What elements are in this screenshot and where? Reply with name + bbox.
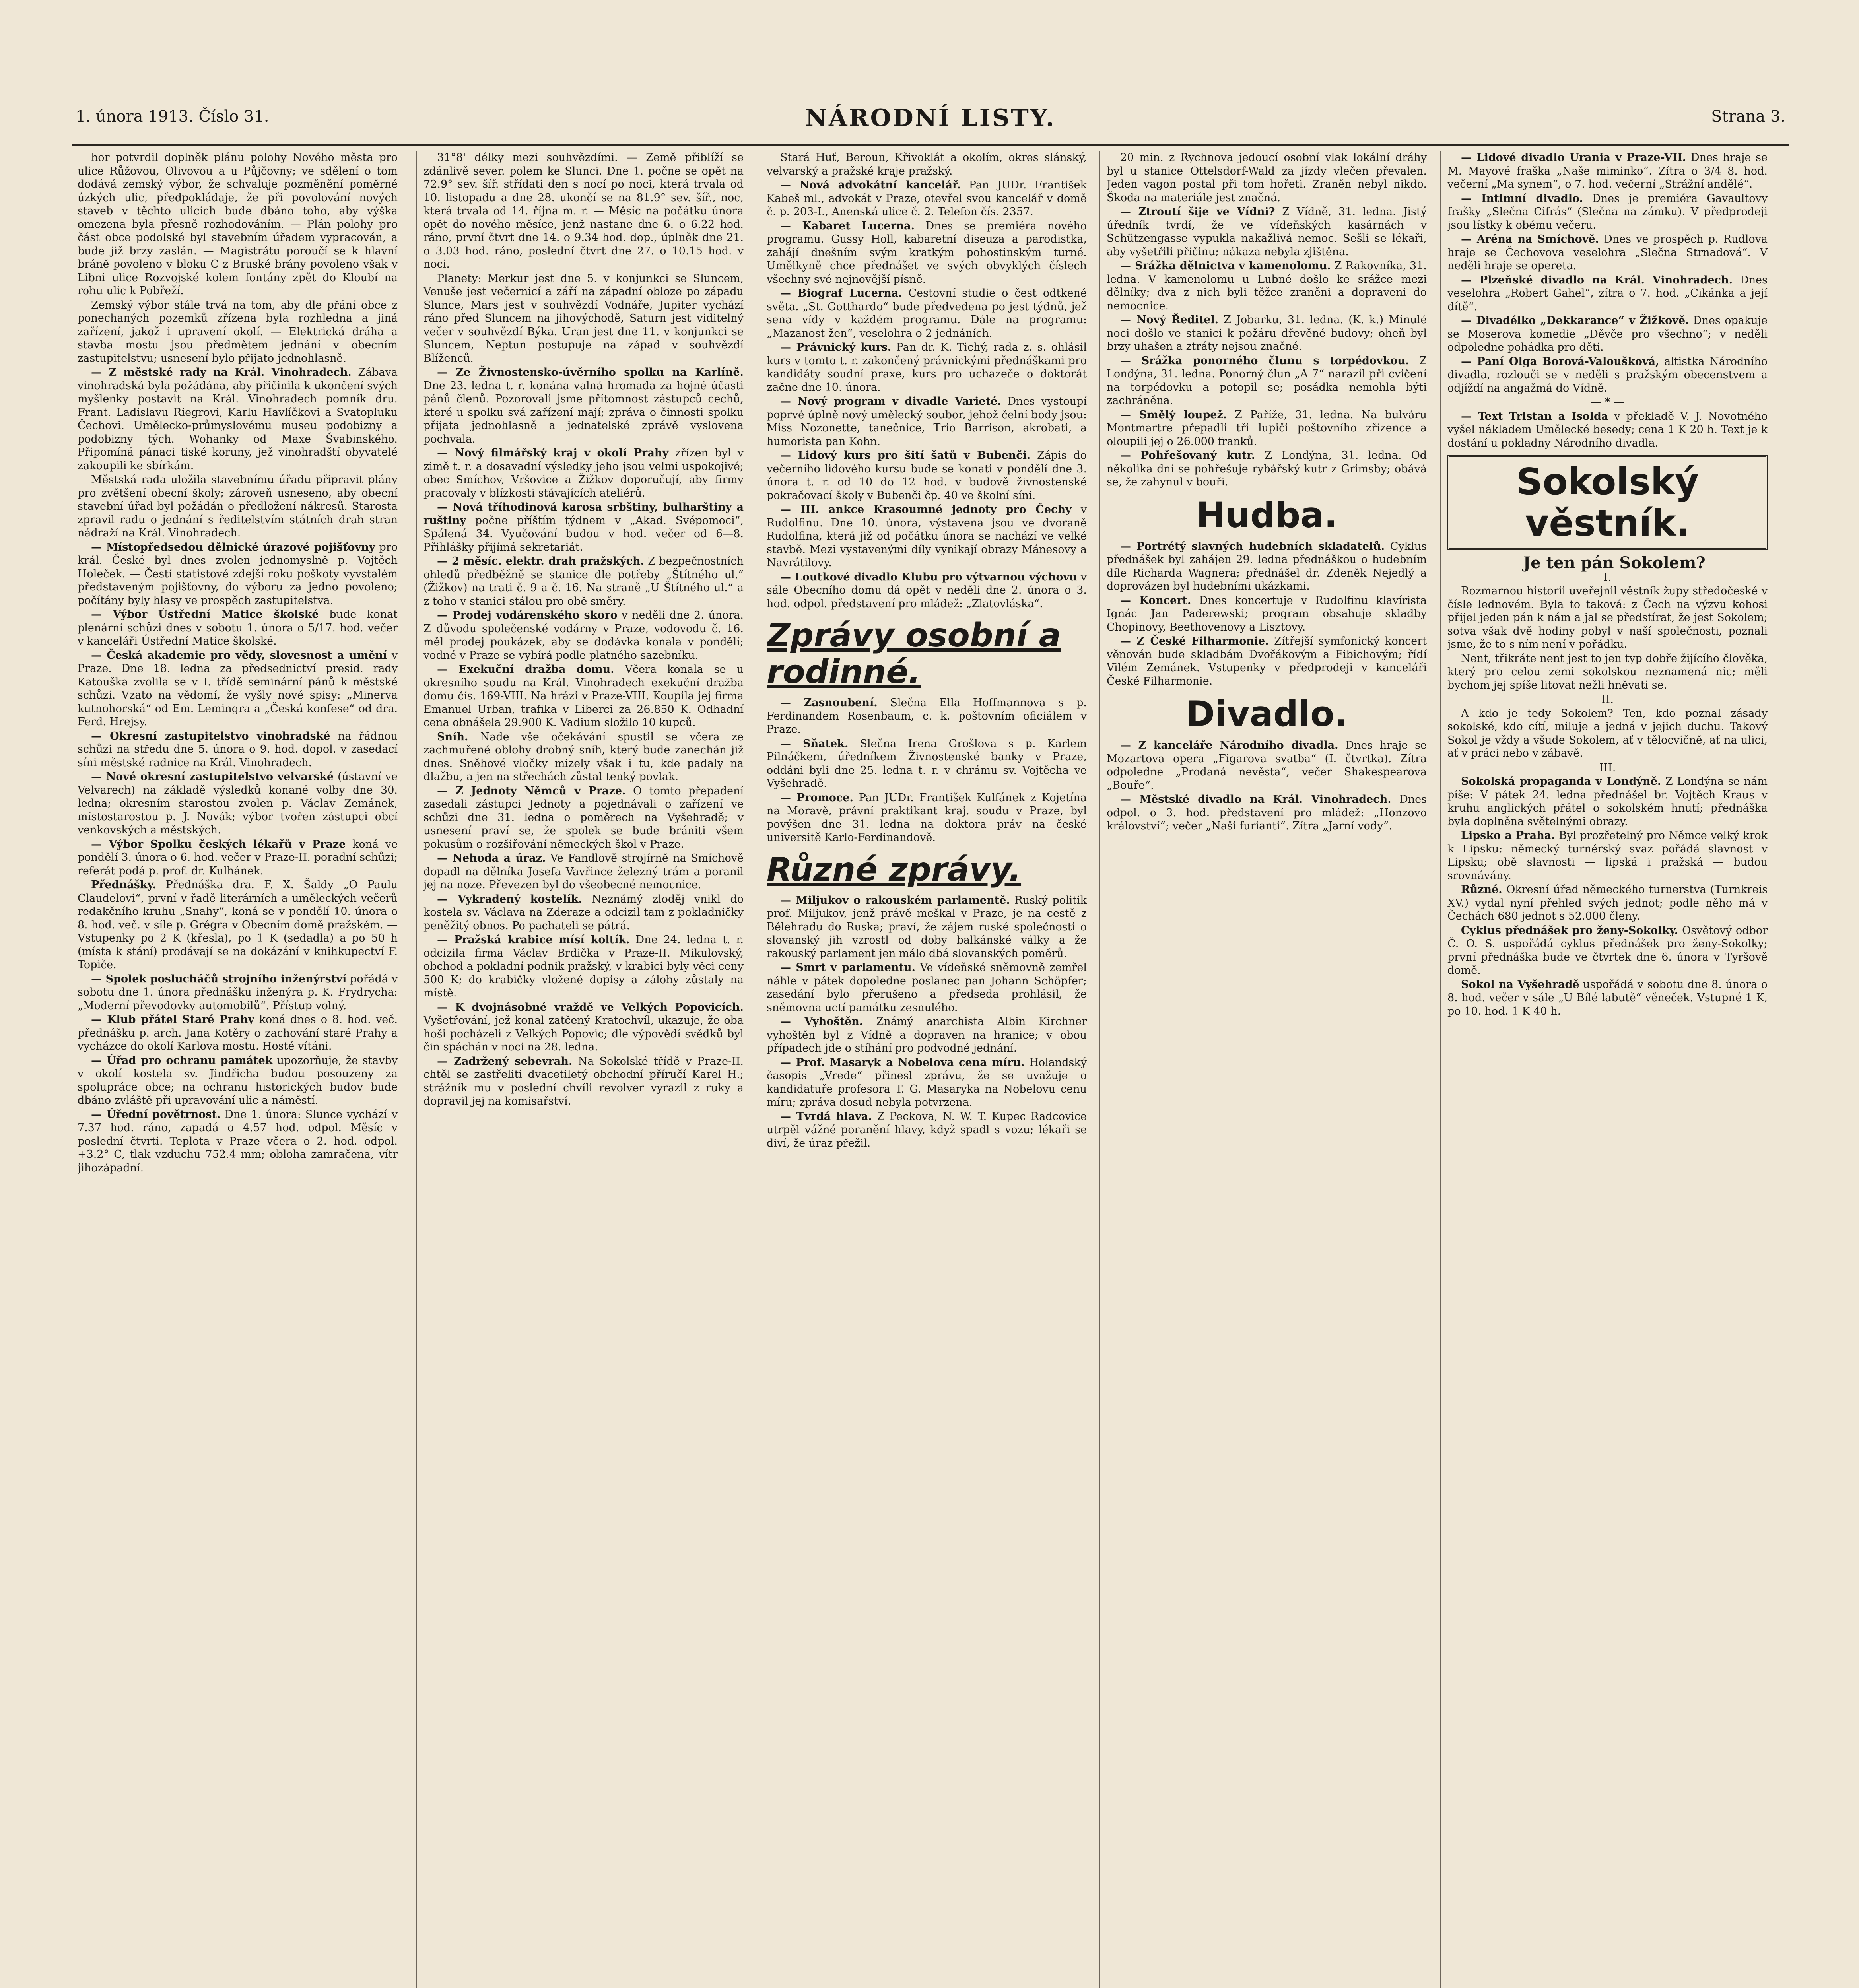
- article-text: Dnes hraje se M. Mayové fraška „Naše miminko“. Zítra o 3/4 8. hod. večerní „Ma synem“, o 7. hod. večerní „Strážní andělé“.: [1447, 151, 1768, 190]
- article-paragraph: [767, 737, 1087, 790]
- article-text: Zábava vinohradská byla požádána, aby přičinila k ukončení svých myšlenky postavit na Král. Vinohradech pomník dru. Frant. Ladislavu Riegrovi, Karlu Havlíčkovi a Svatopluku Čechovi. Umělecko-průmyslovému museu podobizny a podobizny tých. Wohanky od Maxe Švabinského. Připomíná pánaci tiské koruny, jež vinohradští obyvatelé zakoupili ke sbírkám.: [78, 366, 398, 472]
- article-heading: Sníh.: [437, 730, 468, 743]
- article-heading: — Nový program v divadle Varieté.: [780, 395, 1001, 408]
- article-heading: — Okresní zastupitelstvo vinohradské: [91, 730, 330, 742]
- column-3: [767, 151, 1087, 1988]
- article-paragraph: [767, 1110, 1087, 1150]
- article-paragraph: [767, 696, 1087, 736]
- article-text: Známý anarchista Albin Kirchner vyhoštěn byl z Vídně a dopraven na hranice; v obou případech jde o stíhání pro podvodné jednání.: [767, 1015, 1087, 1054]
- article-text: koná ve pondělí 3. února o 6. hod. večer v Praze-II. poradní schůzi; referát podá p. prof. dr. Kulhánek.: [78, 838, 398, 877]
- article-text: Neznámý zloděj vnikl do kostela sv. Václava na Zderaze a odcizil tam z pokladničky peněžitý obnos. Po pachateli se pátrá.: [423, 893, 744, 932]
- section-heading-personal: Zprávy osobní a rodinné.: [767, 617, 1061, 691]
- article-heading: — Biograf Lucerna.: [780, 287, 902, 299]
- article-heading: — Srážka dělnictva v kamenolomu.: [1120, 260, 1331, 272]
- article-paragraph: [767, 449, 1087, 502]
- column-1: [78, 151, 398, 1988]
- article-heading: — Lidové divadlo Urania v Praze-VII.: [1461, 151, 1686, 164]
- section-heading-theatre: Divadlo.: [1186, 693, 1348, 734]
- article-heading: Různé.: [1461, 883, 1502, 896]
- article-text: Vyšetřování, jež konal zatčený Kratochvíl, ukazuje, že oba hoši pocházeli z Velkých Popovic; dle výpovědí svědků byl čin spáchán v noci na 28. ledna.: [423, 1014, 744, 1053]
- article-paragraph: [78, 541, 398, 608]
- section-heading-music: Hudba.: [1196, 494, 1338, 536]
- article-text: Z Vídně, 31. ledna. Jistý úředník tvrdí, že ve vídeňských kasárnách v Schützengasse vypukla nakažlivá nemoc. Sešli se lékaři, aby vyšetřili příčinu; nákaza nebyla zjištěna.: [1107, 206, 1427, 258]
- article-text: Nent, třikráte nent jest to jen typ dobře žijícího člověka, který pro celou zemi sokolskou neznamená nic; měli bychom jej spíše litovat nežli hněvati se.: [1447, 652, 1768, 691]
- article-paragraph: [423, 1055, 744, 1108]
- article-heading: — Miljukov o rakouském parlamentě.: [780, 894, 1010, 907]
- article-paragraph: [423, 893, 744, 933]
- article-paragraph: [423, 663, 744, 730]
- article-heading: — Pražská krabice mísí koltík.: [437, 934, 630, 946]
- article-paragraph: [423, 272, 744, 365]
- article-text: Stará Huť, Beroun, Křivoklát a okolím, okres slánský, velvarský a pražské kraje pražský.: [767, 151, 1087, 177]
- section-number: II.: [1601, 693, 1614, 706]
- article-paragraph: [767, 961, 1087, 1014]
- article-text: Pan JUDr. František Kulfánek z Kojetína na Moravě, právní praktikant kraj. soudu v Praze, byl povýšen dne 31. ledna na doktora práv na české universitě Karlo-Ferdinandově.: [767, 791, 1087, 844]
- column-divider: [1099, 151, 1100, 1988]
- article-paragraph: [767, 894, 1087, 961]
- article-text: Okresní úřad německého turnerstva (Turnkreis XV.) vydal nyní přehled svých jednot; podle něho má v Čechách 680 jednot s 52.000 členy.: [1447, 883, 1768, 922]
- article-heading: — Z Jednoty Němců v Praze.: [437, 784, 626, 797]
- article-heading: — Nová advokátní kancelář.: [780, 179, 961, 191]
- article-text: na řádnou schůzi na středu dne 5. února o 9. hod. dopol. v zasedací síni městské radnice na Král. Vinohradech.: [78, 730, 398, 769]
- article-paragraph: [78, 299, 398, 365]
- article-text: Osvětový odbor Č. O. S. uspořádá cyklus přednášek pro ženy-Sokolky; první přednáška bude ve čtvrtek dne 6. února v Tyršově domě.: [1447, 924, 1768, 977]
- article-heading: — Divadélko „Dekkarance“ v Žižkově.: [1461, 315, 1689, 327]
- article-paragraph: [1447, 829, 1768, 882]
- article-heading: — Text Tristan a Isolda: [1461, 410, 1608, 423]
- article-heading: — Tvrdá hlava.: [780, 1110, 872, 1123]
- article-heading: — Srážka ponorného člunu s torpédovkou.: [1120, 354, 1409, 367]
- article-text: Rozmarnou historii uveřejnil věstník župy středočeské v čísle lednovém. Byla to taková: z Čech na výzvu kohosi přijel jeden pán k nám a jal se předstírat, že jest Sokolem; sotva však dvě hodiny pobyl v naší společnosti, poznali jsme, že to s ním není v pořádku.: [1447, 585, 1768, 650]
- article-heading: — Prof. Masaryk a Nobelova cena míru.: [780, 1056, 1025, 1069]
- article-heading: — Smrt v parlamentu.: [780, 961, 915, 974]
- article-paragraph: [1447, 314, 1768, 354]
- article-paragraph: [423, 555, 744, 608]
- article-paragraph: [767, 219, 1087, 286]
- article-heading: — Ze Živnostensko-úvěrního spolku na Karlíně.: [437, 366, 744, 379]
- article-text: v sále Obecního domu dá opět v neděli dne 2. února o 3. hod. odpol. představení pro mládež: „Zlatovláska“.: [767, 571, 1087, 610]
- article-text: bude konat plenární schůzi dnes v sobotu 1. února o 5/17. hod. večer v kanceláři Ústřední Matice školské.: [78, 608, 398, 647]
- column-4: [1107, 151, 1427, 1988]
- article-paragraph: [78, 770, 398, 837]
- article-heading: — Paní Olga Borová-Valoušková,: [1461, 355, 1659, 368]
- article-text: Dnes je premiéra Gavaultovy frašky „Slečna Cifrás“ (Slečna na zámku). V předprodeji jsou lístky k obému večeru.: [1447, 192, 1768, 231]
- article-paragraph: [1107, 205, 1427, 258]
- sokol-article-title: Je ten pán Sokolem?: [1523, 553, 1706, 572]
- article-heading: — Plzeňské divadlo na Král. Vinohradech.: [1461, 274, 1733, 286]
- article-text: Pan JUDr. František Kabeš ml., advokát v Praze, otevřel svou kancelář v domě č. p. 203-I., Anenská ulice č. 2. Telefon čís. 2357.: [767, 179, 1087, 218]
- article-text: Cyklus přednášek byl zahájen 29. ledna přednáškou o hudebním díle Richarda Wagnera; přednášel dr. Zdeněk Nejedlý a doprovázen byl hudebními ukázkami.: [1107, 540, 1427, 592]
- article-paragraph: [767, 503, 1087, 570]
- article-text: Dnes vystoupí poprvé úplně nový umělecký soubor, jehož čelní body jsou: Miss Nozonette, tanečnice, Trio Barrison, akrobati, a humorista pan Kohn.: [767, 395, 1087, 448]
- article-heading: — Ztroutí šije ve Vídni?: [1120, 206, 1275, 218]
- article-paragraph: [423, 1001, 744, 1054]
- article-paragraph: [78, 473, 398, 540]
- section-number: I.: [1603, 570, 1612, 584]
- article-text: altistka Národního divadla, rozlouči se v neděli s pražským obecenstvem a odjíždí na angažmá do Vídně.: [1447, 355, 1768, 394]
- article-heading: — III. ankce Krasoumné jednoty pro Čechy: [780, 503, 1072, 516]
- article-paragraph: [78, 838, 398, 878]
- article-text: Dne 24. ledna t. r. odcizila firma Václav Brdička v Praze-II. Mikulovský, obchod a pokladní podnik pražský, v krabici byly věci ceny 500 K; do krabičky vložené dopisy a zálohy zůstaly na místě.: [423, 934, 744, 999]
- article-heading: — Úřední povětrnost.: [91, 1108, 221, 1121]
- article-heading: — Z České Filharmonie.: [1120, 635, 1269, 647]
- article-heading: — Sňatek.: [780, 737, 849, 750]
- article-paragraph: [1447, 707, 1768, 760]
- article-heading: — Zadržený sebevrah.: [437, 1055, 573, 1068]
- article-paragraph: [78, 1108, 398, 1175]
- article-text: Na Sokolské třídě v Praze-II. chtěl se zastřeliti dvacetiletý obchodní příručí Karel H.; strážník mu v poslední chvíli revolver vyrazil z ruky a dopravil jej na komisařství.: [423, 1055, 744, 1107]
- article-heading: — Nové okresní zastupitelstvo velvarské: [91, 771, 334, 783]
- article-heading: — 2 měsíc. elektr. drah pražských.: [437, 555, 645, 567]
- article-text: Dnes koncertuje v Rudolfinu klavírista Ignác Jan Paderewski; program obsahuje skladby Chopinovy, Beethovenovy a Lisztovy.: [1107, 594, 1427, 633]
- article-text: Dnes se premiéra nového programu. Gussy Holl, kabaretní diseuza a parodistka, zahájí dnešním svým kratkým pohostinským turné. Umělkyně chce přednášet ve svých obvyklých číslech všechny své nejnovější písně.: [767, 219, 1087, 285]
- section-number: III.: [1599, 761, 1616, 774]
- article-paragraph: [423, 501, 744, 554]
- article-heading: — Nový filmářský kraj v okolí Prahy: [437, 447, 669, 459]
- article-heading: — Prodej vodárenského skoro: [437, 609, 618, 621]
- article-paragraph: [78, 1054, 398, 1107]
- article-text: Zemský výbor stále trvá na tom, aby dle přání obce z ponechaných pozemků zřízena byla rozhledna a jiná zařízení, jakož i upravení okolí. — Elektrická dráha a stavba mostu jsou předmětem jednání v obecním zastupitelstvu; usnesení bylo přijato jednohlasně.: [78, 299, 398, 365]
- article-paragraph: [1107, 313, 1427, 353]
- article-text: Slečna Irena Grošlova s p. Karlem Pilnáčkem, úředníkem Živnostenské banky v Praze, oddáni byli dne 25. ledna t. r. v chrámu sv. Vojtěcha ve Vyšehradě.: [767, 737, 1087, 790]
- article-paragraph: [78, 973, 398, 1013]
- article-paragraph: [1447, 978, 1768, 1018]
- article-heading: — Nový Ředitel.: [1120, 314, 1219, 326]
- article-text: Přednáška dra. F. X. Šaldy „O Paulu Claudelovi“, první v řadě literárních a uměleckých večerů redakčního kruhu „Snahy“, koná se v pondělí 10. února o 8. hod. več. v síle p. Grégra v Obecním domě pražském. — Vstupenky po 2 K (křesla), po 1 K (sedadla) a po 50 h (místa k stání) prodávají se na dokázání v knihkupectví F. Topiče.: [78, 879, 398, 971]
- article-paragraph: [423, 933, 744, 1000]
- article-text: Nade vše očekávání spustil se včera ze zachmuřené oblohy drobný sníh, který bude zanechán již dnes. Sněhové vločky mizely však i tu, kde padaly na dlažbu, a jen na střechách zůstal tenký povlak.: [423, 730, 744, 783]
- article-paragraph: [1447, 652, 1768, 692]
- article-heading: Lipsko a Praha.: [1461, 829, 1555, 842]
- article-heading: — Portrétý slavných hudebních skladatelů.: [1120, 540, 1385, 553]
- article-paragraph: [423, 852, 744, 892]
- article-paragraph: [1447, 233, 1768, 273]
- article-text: Z Paříže, 31. ledna. Na bulváru Montmartre přepadli tři lupiči poštovního zřízence a oloupili jej o 26.000 franků.: [1107, 408, 1427, 448]
- article-heading: — Nehoda a úraz.: [437, 852, 546, 864]
- article-heading: — Pohřešovaný kutr.: [1120, 449, 1255, 462]
- article-heading: — Promoce.: [780, 791, 853, 804]
- article-paragraph: [1107, 635, 1427, 688]
- page-header: [76, 104, 1785, 132]
- article-heading: — Místopředsedou dělnické úrazové pojišťovny: [91, 541, 375, 553]
- article-paragraph: [767, 395, 1087, 448]
- article-paragraph: [78, 649, 398, 729]
- article-paragraph: [1107, 151, 1427, 204]
- article-heading: — Výbor Spolku českých lékařů v Praze: [91, 838, 346, 850]
- article-text: Pan dr. K. Tichý, rada z. s. ohlásil kurs v tomto t. r. zakončený právnickými přednáškami pro kandidáty soudní praxe, kurs pro uchazeče o doktorát začne dne 10. února.: [767, 341, 1087, 394]
- article-text: Holandský časopis „Vrede“ přinesl zprávu, že se uvažuje o kandidatuře profesora T. G. Masaryka na Nobelovu cenu míru; zpráva dosud nebyla potvrzena.: [767, 1056, 1087, 1109]
- article-heading: — Aréna na Smíchově.: [1461, 233, 1599, 245]
- article-heading: — Koncert.: [1120, 594, 1191, 607]
- article-paragraph: [423, 730, 744, 784]
- article-text: Včera konala se u okresního soudu na Král. Vinohradech exekuční dražba domu čís. 169-VIII. Na hrázi v Praze-VIII. Koupila jej firma Emanuel Urban, trafika v Liberci za 26.850 K. Odhadní cena obnášela 29.900 K. Vadium složilo 10 kupců.: [423, 663, 744, 729]
- article-text: Dnes opakuje se Moserova komedie „Děvče pro všechno“; v neděli odpoledne pohádka pro děti.: [1447, 315, 1768, 353]
- article-text: Ve vídeňské sněmovně zemřel náhle v pátek dopoledne poslanec pan Johann Schöpfer; zasedání bylo přerušeno a předseda prohlásil, že sněmovna uctí památku zesnulého.: [767, 961, 1087, 1014]
- article-paragraph: [423, 366, 744, 446]
- article-paragraph: [767, 571, 1087, 611]
- article-paragraph: [1447, 883, 1768, 923]
- article-paragraph: [1447, 192, 1768, 232]
- article-text: Z Jobarku, 31. ledna. (K. k.) Minulé noci došlo ve stanici k požáru dřevěné budovy; oheň byl brzy uhašen a ztráty nejsou značné.: [1107, 314, 1427, 353]
- article-heading: — Exekuční dražba domu.: [437, 663, 614, 676]
- column-5: [1447, 151, 1768, 1988]
- article-heading: — Vykradený kostelík.: [437, 893, 582, 905]
- article-paragraph: [767, 179, 1087, 219]
- article-text: Dnes hraje se Mozartova opera „Figarova svatba“ (I. čtvrtka). Zítra odpoledne „Prodaná nevěsta“, večer Shakespearova „Bouře“.: [1107, 739, 1427, 792]
- article-paragraph: [1447, 274, 1768, 314]
- article-text: Slečna Ella Hoffmannova s p. Ferdinandem Rosenbaum, c. k. poštovním oficiálem v Praze.: [767, 697, 1087, 736]
- article-heading: — Kabaret Lucerna.: [780, 219, 915, 232]
- article-paragraph: [423, 447, 744, 500]
- issue-date: 1. února 1913. Číslo 31.: [76, 107, 269, 126]
- article-heading: — Právnický kurs.: [780, 341, 892, 353]
- article-heading: — Výbor Ústřední Matice školské: [91, 608, 319, 621]
- article-paragraph: [1447, 775, 1768, 828]
- article-text: Z Londýna, 31. ledna. Od několika dní se pohřešuje rybářský kutr z Grimsby; obává se, že zahynul v bouři.: [1107, 449, 1427, 488]
- article-text: 20 min. z Rychnova jedoucí osobní vlak lokální dráhy byl u stanice Ottelsdorf-Wald za jízdy vlečen převalen. Jeden vagon postal při tom hořeti. Zraněn nebyl nikdo. Škoda na materiále jest značná.: [1107, 151, 1427, 204]
- article-text: Z bezpečnostních ohledů předběžně se stanice dle potřeby „Štítného ul.“ (Žižkov) na trati č. 9 a č. 16. Na straně „U Štítného ul.“ a z toho v stanici stálou pro obě směry.: [423, 555, 744, 608]
- article-paragraph: [767, 151, 1087, 178]
- article-heading: — Městské divadlo na Král. Vinohradech.: [1120, 793, 1391, 806]
- article-heading: Sokolská propaganda v Londýně.: [1461, 775, 1661, 788]
- section-heading-misc: Různé zprávy.: [767, 850, 1022, 889]
- article-text: A kdo je tedy Sokolem? Ten, kdo poznal zásady sokolské, kdo cítí, miluje a jedná v jejich duchu. Takový Sokol je vždy a všude Sokolem, ať v tělocvičně, ať na ulici, ať v práci nebo v zábavě.: [1447, 707, 1768, 759]
- article-text: zřízen byl v zimě t. r. a dosavadní výsledky jeho jsou velmi uspokojivé; obec Smíchov, Vršovice a Žižkov doporučují, aby firmy pracovaly v blízkosti stávajících ateliérů.: [423, 447, 744, 499]
- article-paragraph: [1447, 410, 1768, 450]
- article-text: Dne 23. ledna t. r. konána valná hromada za hojné účasti pánů členů. Pozorovali jsme přítomnost zástupců cechů, které u spolku svá zařízení mají; zpráva o činnosti spolku přijata jednohlasně a jednatelské zprávě vyslovena pochvala.: [423, 379, 744, 445]
- article-heading: — Z městské rady na Král. Vinohradech.: [91, 366, 352, 379]
- article-heading: — Úřad pro ochranu památek: [91, 1054, 273, 1067]
- article-paragraph: [78, 151, 398, 298]
- sokol-bulletin-heading: Sokolský věstník.: [1447, 455, 1768, 550]
- article-text: Dnes odpol. o 3. hod. představení pro mládež: „Honzovo království“; večer „Naši furianti“. Zítra „Jarní vody“.: [1107, 793, 1427, 832]
- article-text: v Praze. Dne 18. ledna za předsednictví presid. rady Katouška zvolila se v I. třídě seminární pánů k městské schůzi. Vzato na vědomí, že vyšly nové spisy: „Minerva kutnohorská“ od Em. Lemingra a „Česká konfese“ od dra. Ferd. Hrejsy.: [78, 649, 398, 728]
- article-text: v neděli dne 2. února. Z důvodu společenské vodárny v Praze, vodovodu č. 16. měl prodej poukázek, aby se dodávka konala v pondělí; vodné v Praze se vybírá podle platného sazebníku.: [423, 609, 744, 662]
- article-paragraph: [1107, 354, 1427, 408]
- article-heading: — Smělý loupež.: [1120, 408, 1227, 421]
- article-paragraph: [1447, 355, 1768, 395]
- article-text: Z Rakovníka, 31. ledna. V kamenolomu u Lubné došlo ke srážce mezi dělníky; dva z nich byli těžce zraněni a dopraveni do nemocnice.: [1107, 260, 1427, 312]
- column-divider: [1440, 151, 1441, 1988]
- column-2: [423, 151, 744, 1988]
- header-rule: [72, 144, 1789, 146]
- article-text: v Rudolfinu. Dne 10. února, výstavena jsou ve dvoraně Rudolfina, která již od počátku února se nachází ve velké stavbě. Mezi vystavenými díly vynikají obrazy Mánesovy a Navrátilovy.: [767, 503, 1087, 569]
- article-paragraph: [1447, 924, 1768, 977]
- article-heading: — Nová tříhodinová karosa srbštiny, bulharštiny a ruštiny: [423, 501, 744, 527]
- article-paragraph: [1447, 151, 1768, 191]
- column-divider: [416, 151, 417, 1988]
- article-text: pro král. České byl dnes zvolen jednomyslně p. Vojtěch Holeček. — Čestí statistové zdejší roku poškoty vyvstalém představeným pojišťovny, do výboru za jedno povoleno; počítány byly hlasy ve prospěch zastupitelstva.: [78, 541, 398, 607]
- article-text: (ústavní ve Velvarech) na základě výsledků konané volby dne 30. ledna; okresním starostou zvolen p. Václav Zemánek, místostarostou p. J. Novák; výbor tvořen zástupci obcí venkovských a městských.: [78, 771, 398, 836]
- article-paragraph: [1107, 594, 1427, 634]
- separator: — * —: [1591, 396, 1624, 408]
- article-heading: — Vyhoštěn.: [780, 1015, 863, 1028]
- article-heading: — Z kanceláře Národního divadla.: [1120, 739, 1338, 751]
- article-text: Dnes veselohra „Robert Gahel“, zítra o 7. hod. „Cikánka a její dítě“.: [1447, 274, 1768, 313]
- article-text: O tomto přepadení zasedali zástupci Jednoty a pojednávali o zařízení ve schůzi dne 31. ledna o poměrech na Vyšehradě; v usnesení praví se, že spolek se bude brániti všem pokusům o rozšiřování německých škol v Praze.: [423, 784, 744, 850]
- article-text: Byl prozřetelný pro Němce velký krok k Lipsku: německý turnérský svaz pořádá slavnost v Lipsku; obě slavnosti — lipská i pražská — budou srovnávány.: [1447, 829, 1768, 882]
- article-paragraph: [1107, 739, 1427, 792]
- article-text: 31°8' délky mezi souhvězdími. — Země přiblíží se zdánlivě sever. polem ke Slunci. Dne 1. počne se opět na 72.9° sev. šíř. střídati den s nocí po noci, která trvala od 10. listopadu a dne 28. ukončí se na 81.9° sev. šíř., noc, která trvala od 14. října m. r. — Měsíc na počátku února opět do nového měsíce, jenž nastane dne 6. o 6.22 hod. ráno, první čtvrt dne 14. o 9.34 hod. dop., úplněk dne 21. o 3.03 hod. ráno, poslední čtvrt dne 27. o 10.15 hod. v noci.: [423, 151, 744, 270]
- article-heading: — Spolek poslucháčů strojního inženýrství: [91, 973, 347, 985]
- article-paragraph: [78, 1013, 398, 1053]
- article-paragraph: [78, 608, 398, 648]
- article-heading: — Česká akademie pro vědy, slovesnost a umění: [91, 649, 387, 662]
- article-heading: — Loutkové divadlo Klubu pro výtvarnou výchovu: [780, 571, 1077, 583]
- article-paragraph: [767, 341, 1087, 394]
- article-paragraph: [767, 791, 1087, 845]
- article-paragraph: [423, 609, 744, 662]
- article-paragraph: [78, 730, 398, 770]
- article-text: v překladě V. J. Novotného vyšel nákladem Umělecké besedy; cena 1 K 20 h. Text je k dostání u pokladny Národního divadla.: [1447, 410, 1768, 449]
- article-text: Městská rada uložila stavebnímu úřadu připravit plány pro zvětšení obecní školy; zároveň usneseno, aby obecní stavební úřad byl požádán o předložení nákresů. Starosta zpravil radu o jednání s ředitelstvím státních drah stran nádraží na Král. Vinohradech.: [78, 474, 398, 539]
- article-paragraph: [423, 784, 744, 851]
- article-paragraph: [1447, 584, 1768, 651]
- article-text: Dnes ve prospěch p. Rudlova hraje se Čechovova veselohra „Slečna Strnadová“. V neděli hraje se opereta.: [1447, 233, 1768, 272]
- article-heading: — K dvojnásobné vraždě ve Velkých Popovicích.: [437, 1001, 744, 1013]
- article-text: upozorňuje, že stavby v okolí kostela sv. Jindřicha budou posouzeny za spolupráce obce; na ochranu historických budov bude dbáno zvláště při upravování ulic a náměstí.: [78, 1054, 398, 1107]
- article-heading: — Intimní divadlo.: [1461, 192, 1583, 205]
- article-text: koná dnes o 8. hod. več. přednášku p. arch. Jana Kotěry o zachování staré Prahy a vycházce do okolí Karlova mostu. Hosté vítáni.: [78, 1013, 398, 1052]
- article-text: Ve Fandlově strojírně na Smíchově dopadl na dělníka Josefa Vavřince železný trám a poranil jej na noze. Převezen byl do všeobecné nemocnice.: [423, 852, 744, 891]
- article-paragraph: [1107, 259, 1427, 313]
- newspaper-title: NÁRODNÍ LISTY.: [805, 104, 1056, 132]
- article-paragraph: [1107, 793, 1427, 833]
- article-paragraph: [1107, 540, 1427, 593]
- article-text: uspořádá v sobotu dne 8. února o 8. hod. večer v sále „U Bílé labutě“ věneček. Vstupné 1 K, po 10. hod. 1 K 40 h.: [1447, 978, 1768, 1017]
- article-text: hor potvrdil doplněk plánu polohy Nového města pro ulice Růžovou, Olivovou a u Půjčovny; ve sdělení o tom dodává zemský výbor, že schvaluje pozměnění poměrné úzkých ulic, předpokládaje, že při povolování nových staveb v těchto ulicích bude dbáno toho, aby výška omezena byla přesně rozhodováním. — Plán polohy pro část obce podolské byl stavebním úřadem vypracován, a bude již brzy zaslán. — Magistrátu poroučí se k hlavní bráně povoleno v bloku C z Bruské brány povoleno však v Libni ulice Rozvojské kolem fontány zpět do Kloubí na rohu ulic k Pobřeží.: [78, 151, 398, 297]
- article-heading: — Zasnoubení.: [780, 697, 878, 709]
- article-heading: Přednášky.: [91, 879, 156, 891]
- article-text: počne příštím týdnem v „Akad. Svépomoci“, Spálená 34. Vyučování budou v hod. večer od 6—8. Přihlášky přijímá sekretariát.: [423, 514, 744, 553]
- article-heading: Sokol na Vyšehradě: [1461, 978, 1579, 991]
- article-heading: — Klub přátel Staré Prahy: [91, 1013, 254, 1026]
- article-text: Zítřejší symfonický koncert věnován bude skladbám Dvořákovým a Fibichovým; řídí Vilém Zemánek. Vstupenky v předprodeji v kanceláři České Filharmonie.: [1107, 635, 1427, 687]
- article-text: pořádá v sobotu dne 1. února přednášku inženýra p. K. Frydrycha: „Moderní převodovky automobilů“. Přístup volný.: [78, 973, 398, 1012]
- article-paragraph: [1107, 449, 1427, 489]
- page-number: Strana 3.: [1711, 107, 1785, 126]
- article-heading: — Lidový kurs pro šití šatů v Bubenči.: [780, 449, 1031, 462]
- article-text: Z Londýna, 31. ledna. Ponorný člun „A 7“ narazil při cvičení na torpédovku a potopil se; posádka nemohla býti zachráněna.: [1107, 354, 1427, 407]
- article-heading: Cyklus přednášek pro ženy-Sokolky.: [1461, 924, 1678, 937]
- article-text: Dne 1. února: Slunce vychází v 7.37 hod. ráno, zapadá o 4.57 hod. odpol. Měsíc v poslední čtvrti. Teplota v Praze včera o 2. hod. odpol. +3.2° C, tlak vzduchu 752.4 mm; obloha zamračena, vítr jihozápadní.: [78, 1108, 398, 1174]
- article-paragraph: [767, 1015, 1087, 1055]
- article-text: Z Londýna se nám píše: V pátek 24. ledna přednášel br. Vojtěch Kraus v kruhu anglických přátel o sokolském hnutí; přednáška byla doplněna světelnými obrazy.: [1447, 775, 1768, 828]
- article-text: Ruský politik prof. Miljukov, jenž právě meškal v Praze, je na cestě z Bělehradu do Ruska; praví, že zájem ruské společnosti o slovanský jih vzrostl od doby balkánské války a že rakouský parlament jen málo dbá slovanských poměrů.: [767, 894, 1087, 960]
- article-paragraph: [767, 287, 1087, 340]
- article-paragraph: [423, 151, 744, 271]
- article-paragraph: [78, 366, 398, 472]
- article-text: Planety: Merkur jest dne 5. v konjunkci se Sluncem, Venuše jest večernicí a září na západní obloze po západu Slunce, Mars jest v souhvězdí Vodnáře, Jupiter vychází ráno před Sluncem na jihovýchodě, Saturn jest viditelný večer v souhvězdí Býka. Uran jest dne 11. v konjunkci se Sluncem, Neptun postupuje na západ v souhvězdí Blíženců.: [423, 272, 744, 365]
- article-paragraph: [78, 878, 398, 972]
- article-text: Cestovní studie o čest odtkené světa. „St. Gotthardo“ bude předvedena po jest týdnů, jež sena vídy v každém programu. Dále na programu: „Mazanost žen“, veselohra o 2 jednáních.: [767, 287, 1087, 340]
- article-paragraph: [1107, 408, 1427, 448]
- article-text: Zápis do večerního lidového kursu bude se konati v pondělí dne 3. února t. r. od 10 do 12 hod. v budově živnostenské pokračovací školy v Bubenči čp. 40 ve školní síni.: [767, 449, 1087, 502]
- article-text: Z Peckova, N. W. T. Kupec Radcovice utrpěl vážné poranění hlavy, když spadl s vozu; lékaři se diví, že úraz přežil.: [767, 1110, 1087, 1149]
- article-paragraph: [767, 1056, 1087, 1109]
